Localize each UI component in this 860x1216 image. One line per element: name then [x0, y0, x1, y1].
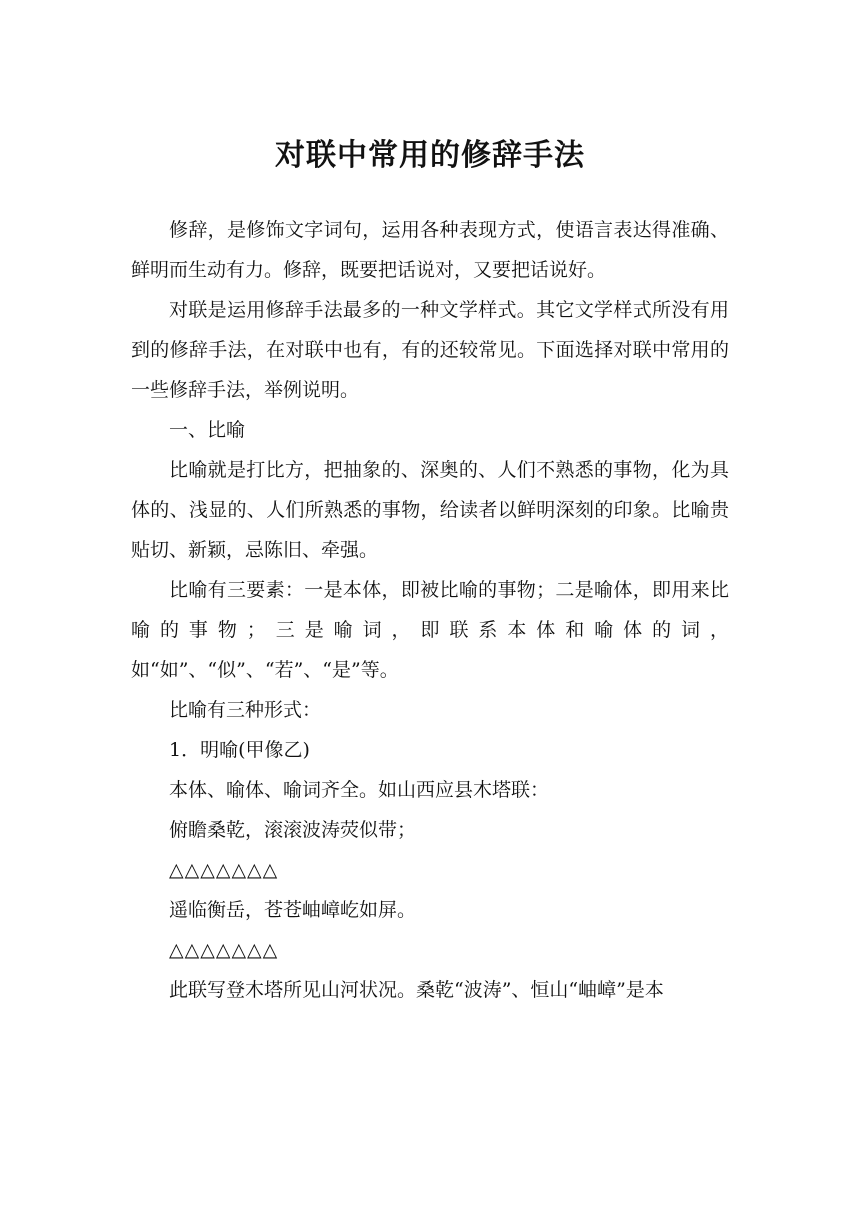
paragraph-metaphor-elements: 比喻有三要素：一是本体，即被比喻的事物；二是喻体，即用来比喻的事物；三是喻词，即联系本体和喻体的词，如“如”、“似”、“若”、“是”等。 — [131, 579, 729, 681]
subheading-simile: 1．明喻(甲像乙) — [169, 739, 310, 761]
couplet-line-second: 遥临衡岳，苍苍岫嶂屹如屏。 — [169, 899, 417, 921]
section-heading-metaphor: 一、比喻 — [169, 419, 246, 441]
paragraph-simile-description: 本体、喻体、喻词齐全。如山西应县木塔联： — [169, 779, 550, 801]
paragraph-intro-rhetoric: 修辞，是修饰文字词句，运用各种表现方式，使语言表达得准确、鲜明而生动有力。修辞，既要把话说对，又要把话说好。 — [131, 219, 729, 281]
paragraph-metaphor-definition: 比喻就是打比方，把抽象的、深奥的、人们不熟悉的事物，化为具体的、浅显的、人们所熟悉的事物，给读者以鲜明深刻的印象。比喻贵贴切、新颖，忌陈旧、牵强。 — [131, 459, 729, 561]
paragraph-couplet-explanation: 此联写登木塔所见山河状况。桑乾“波涛”、恒山“岫嶂”是本 — [169, 979, 664, 1001]
emphasis-marks-second: △△△△△△△ — [169, 939, 279, 961]
couplet-line-first: 俯瞻桑乾，滚滚波涛荧似带； — [169, 819, 417, 841]
emphasis-marks-first: △△△△△△△ — [169, 859, 279, 881]
document-body — [131, 210, 729, 1010]
paragraph-couplet-rhetoric: 对联是运用修辞手法最多的一种文学样式。其它文学样式所没有用到的修辞手法，在对联中也有，有的还较常见。下面选择对联中常用的一些修辞手法，举例说明。 — [131, 299, 729, 401]
document-title: 对联中常用的修辞手法 — [275, 138, 585, 173]
paragraph-metaphor-forms: 比喻有三种形式： — [169, 699, 322, 721]
